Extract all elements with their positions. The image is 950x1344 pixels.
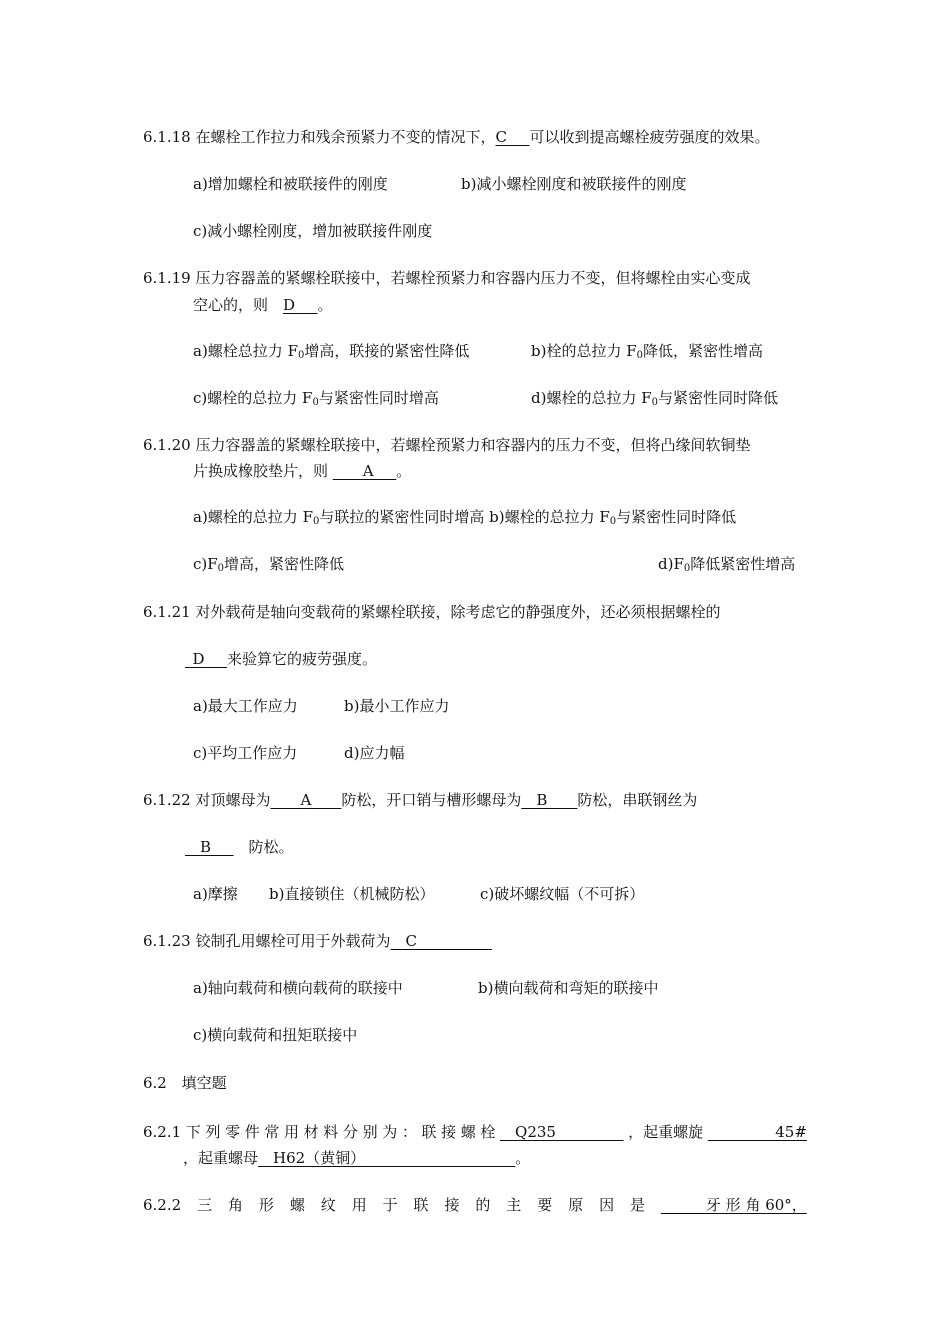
question-char: 零 [225, 1123, 241, 1141]
question-number: 6.2.1 [143, 1123, 182, 1141]
question-text: 压力容器盖的紧螺栓联接中，若螺栓预紧力和容器内的压力不变，但将凸缘间软铜垫 [195, 436, 751, 454]
answer-blank: __B____ [521, 791, 578, 809]
question-char: 因 [599, 1196, 615, 1214]
answer-blank: __Q235_________ [500, 1123, 624, 1141]
question-char: 的 [475, 1196, 491, 1214]
question-char: 于 [382, 1196, 398, 1214]
question-char: 原 [568, 1196, 584, 1214]
question-char: 列 [205, 1123, 221, 1141]
option-b: b)横向载荷和弯矩的联接中 [478, 979, 659, 997]
question-6-2-1-stem [143, 1122, 807, 1142]
question-char: 别 [362, 1123, 378, 1141]
subscript: 0 [217, 563, 225, 574]
question-6-1-22-stem-cont [185, 837, 294, 857]
subscript: 0 [636, 350, 644, 361]
question-char: 三 [197, 1196, 213, 1214]
question-char: 是 [629, 1196, 645, 1214]
question-text: 。 [317, 296, 333, 314]
question-text: 对顶螺母为 [195, 791, 271, 809]
option-a: a)最大工作应力 [193, 697, 298, 715]
answer-blank: _________45# [707, 1123, 807, 1141]
option-text: b)螺栓的总拉力 F [489, 508, 610, 526]
option-a: a)增加螺栓和被联接件的刚度 [193, 175, 388, 193]
option-text: c)螺栓的总拉力 F [193, 389, 313, 407]
option-text: a)螺栓总拉力 F [193, 342, 298, 360]
question-text: 压力容器盖的紧螺栓联接中，若螺栓预紧力和容器内压力不变，但将螺栓由实心变成 [195, 269, 751, 287]
question-char: 螺 [460, 1123, 476, 1141]
question-char: 纹 [320, 1196, 336, 1214]
question-text: 来验算它的疲劳强度。 [227, 650, 378, 668]
question-text: 铰制孔用螺栓可用于外载荷为 [195, 932, 391, 950]
question-number: 6.1.23 [143, 932, 191, 950]
option-c: c)减小螺栓刚度，增加被联接件刚度 [193, 222, 433, 240]
question-char: 分 [342, 1123, 358, 1141]
answer-blank: ____A____ [270, 791, 342, 809]
question-text: 。 [396, 462, 412, 480]
section-number: 6.2 [143, 1074, 167, 1092]
question-text: 防松，开口销与槽形螺母为 [341, 791, 522, 809]
option-c [193, 554, 344, 574]
question-text: 防松，串联钢丝为 [577, 791, 698, 809]
option-text: 降低，紧密性增高 [643, 342, 764, 360]
question-number: 6.1.22 [143, 791, 191, 809]
question-char: 用 [284, 1123, 300, 1141]
option-text: 增高，紧密性降低 [224, 555, 345, 573]
question-char: 主 [506, 1196, 522, 1214]
question-char: 接 [444, 1196, 460, 1214]
answer-blank: ____A___ [332, 462, 397, 480]
subscript: 0 [312, 516, 320, 527]
question-text: 片换成橡胶垫片，则 [193, 462, 333, 480]
question-6-1-22-stem [143, 790, 697, 810]
question-text: 防松。 [233, 838, 294, 856]
question-number: 6.1.19 [143, 269, 191, 287]
option-b: b)减小螺栓刚度和被联接件的刚度 [461, 175, 687, 193]
question-6-1-18-stem [143, 127, 770, 147]
option-b [531, 341, 763, 361]
question-char: 件 [244, 1123, 260, 1141]
option-b: b)最小工作应力 [344, 697, 450, 715]
question-6-1-19-stem [143, 268, 751, 288]
section-title: 填空题 [181, 1074, 227, 1092]
question-text: 在螺栓工作拉力和残余预紧力不变的情况下， [195, 128, 496, 146]
answer-blank: D___ [283, 296, 318, 314]
question-text: ，起重螺旋 [628, 1123, 704, 1141]
question-char: ： [401, 1123, 417, 1141]
question-6-1-21-stem [143, 602, 721, 622]
option-text: 与紧密性同时降低 [658, 389, 779, 407]
section-heading-6-2 [143, 1073, 227, 1093]
option-text: a)螺栓的总拉力 F [193, 508, 313, 526]
question-text: 空心的，则 [193, 296, 284, 314]
question-char: 联 [421, 1123, 437, 1141]
subscript: 0 [683, 563, 691, 574]
question-text: ，起重螺母 [183, 1149, 259, 1167]
option-text: 与紧密性同时增高 [318, 389, 439, 407]
question-number: 6.1.21 [143, 603, 191, 621]
question-text: 。 [515, 1149, 531, 1167]
option-a: a)轴向载荷和横向载荷的联接中 [193, 979, 403, 997]
question-number: 6.1.18 [143, 128, 191, 146]
option-a: a)摩擦 [193, 885, 238, 903]
question-number: 6.1.20 [143, 436, 191, 454]
question-char: 联 [413, 1196, 429, 1214]
question-char: 常 [264, 1123, 280, 1141]
subscript: 0 [297, 350, 305, 361]
option-a-b [193, 507, 736, 527]
question-char: 形 [258, 1196, 274, 1214]
question-char: 为 [382, 1123, 398, 1141]
question-text: 对外载荷是轴向变载荷的紧螺栓联接，除考虑它的静强度外，还必须根据螺栓的 [195, 603, 721, 621]
option-text: b)栓的总拉力 F [531, 342, 637, 360]
option-c: c)横向载荷和扭矩联接中 [193, 1026, 358, 1044]
option-text: 增高，联接的紧密性降低 [304, 342, 470, 360]
option-text: d)F [658, 555, 684, 573]
answer-blank: _D___ [185, 650, 228, 668]
option-text: 与紧密性同时降低 [616, 508, 737, 526]
answer-blank: __C__________ [390, 932, 492, 950]
option-text: c)F [193, 555, 218, 573]
question-6-1-20-stem-cont [193, 461, 411, 481]
question-6-1-21-stem-cont [185, 649, 377, 669]
subscript: 0 [651, 397, 659, 408]
question-char: 要 [537, 1196, 553, 1214]
option-text: d)螺栓的总拉力 F [531, 389, 652, 407]
question-char: 接 [441, 1123, 457, 1141]
option-d [658, 554, 795, 574]
option-d: d)应力幅 [344, 744, 405, 762]
question-6-1-20-stem [143, 435, 751, 455]
answer-blank: C___ [495, 128, 530, 146]
question-char: 用 [351, 1196, 367, 1214]
option-c [193, 388, 439, 408]
option-c: c)平均工作应力 [193, 744, 298, 762]
question-number: 6.2.2 [143, 1196, 182, 1214]
question-char: 料 [323, 1123, 339, 1141]
question-6-1-23-stem [143, 931, 492, 951]
question-char: 螺 [289, 1196, 305, 1214]
question-6-2-1-stem-cont [183, 1148, 530, 1168]
question-char: 下 [185, 1123, 201, 1141]
answer-blank: ______牙 形 角 60°， [660, 1196, 807, 1214]
option-d [531, 388, 778, 408]
option-text: 降低紧密性增高 [690, 555, 796, 573]
option-c: c)破坏螺纹幅（不可拆） [480, 885, 645, 903]
question-char: 材 [303, 1123, 319, 1141]
question-char: 栓 [480, 1123, 496, 1141]
answer-blank: __B___ [185, 838, 234, 856]
subscript: 0 [312, 397, 319, 408]
option-b: b)直接锁住（机械防松） [269, 885, 435, 903]
question-text: 可以收到提高螺栓疲劳强度的效果。 [529, 128, 770, 146]
question-6-1-19-stem-cont [193, 295, 333, 315]
question-6-2-2-stem [143, 1195, 807, 1215]
answer-blank: __H62（黄铜）____________________ [258, 1149, 516, 1167]
question-char: 角 [228, 1196, 244, 1214]
option-text: 与联拉的紧密性同时增高 [319, 508, 490, 526]
subscript: 0 [609, 516, 617, 527]
option-a [193, 341, 469, 361]
